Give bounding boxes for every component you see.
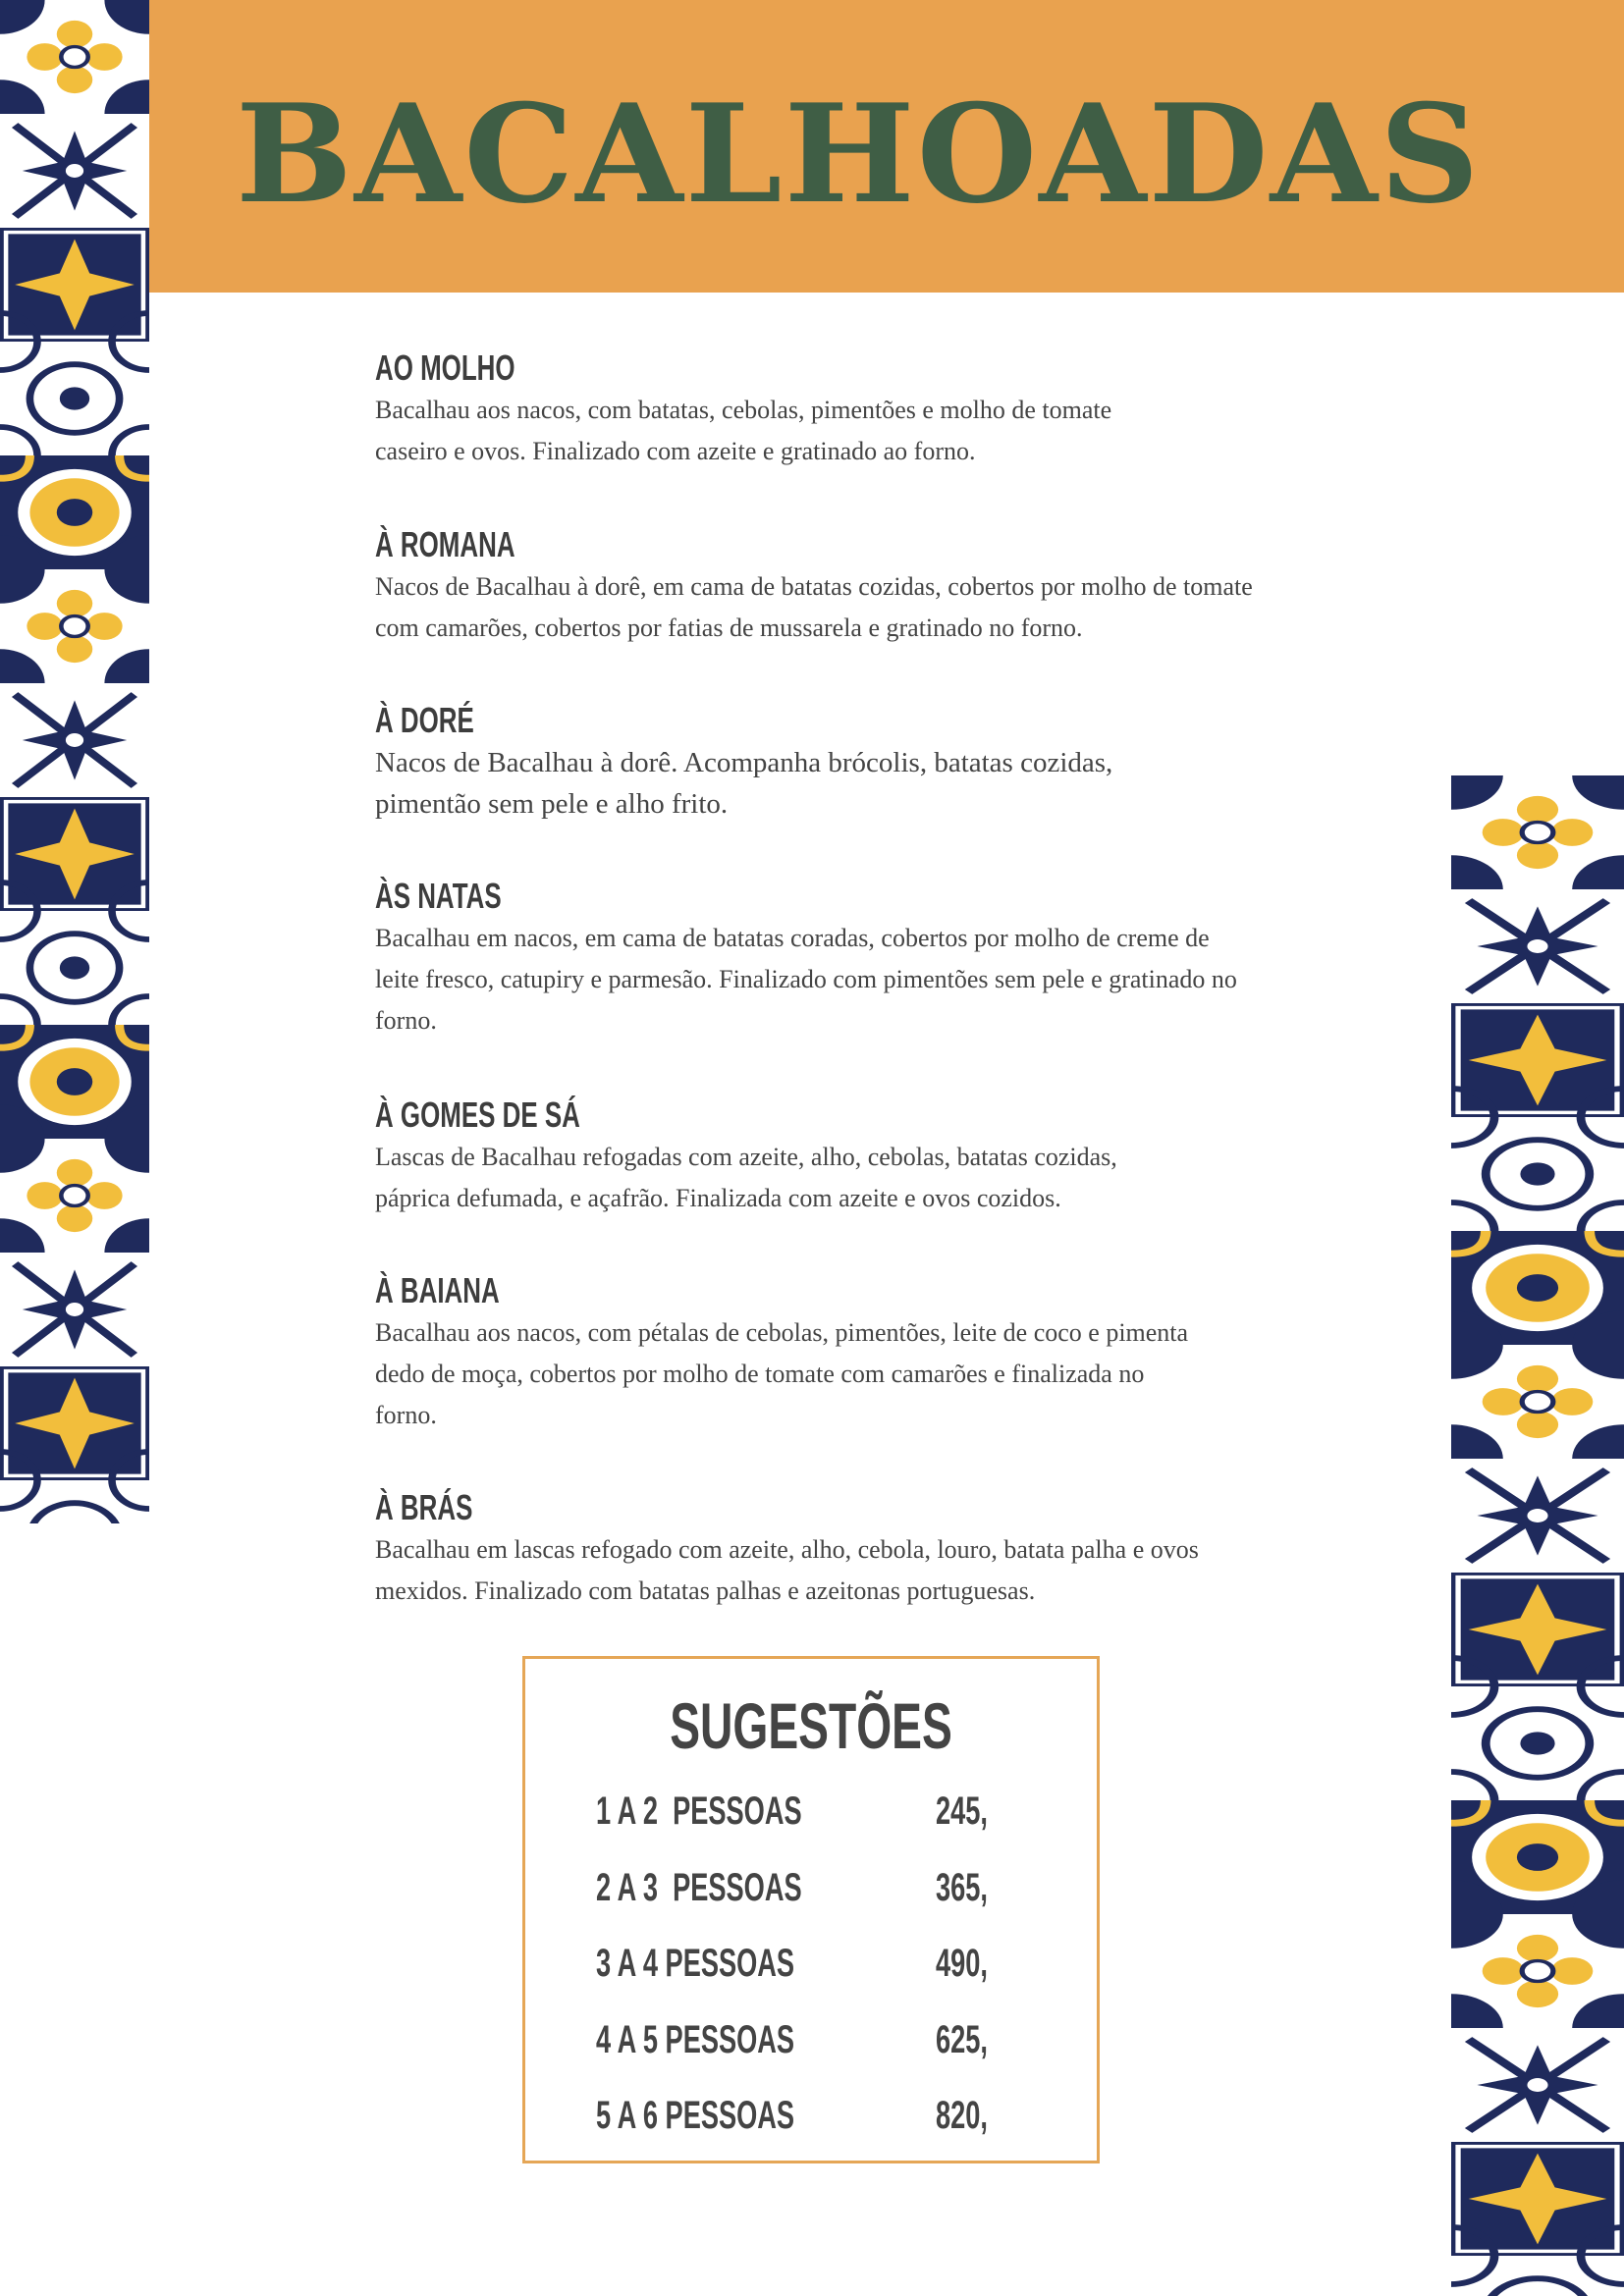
menu-item [375, 1488, 1259, 1612]
menu-item [375, 701, 1259, 825]
menu-item-desc: Bacalhau aos nacos, com batatas, cebolas, pimentões e molho de tomate caseiro e ovos. Finalizado com azeite e gratinado ao forno. [375, 396, 1112, 465]
menu-item-desc: Bacalhau aos nacos, com pétalas de cebolas, pimentões, leite de coco e pimenta dedo de moça, cobertos por molho de tomate com camarões e finalizada no forno. [375, 1318, 1189, 1429]
azulejo-tile [1451, 1459, 1624, 1573]
menu-item-desc: Nacos de Bacalhau à dorê. Acompanha brócolis, batatas cozidas, pimentão sem pele e alho frito. [375, 747, 1113, 820]
menu-item [375, 877, 1259, 1041]
menu-item-title: À BAIANA [375, 1270, 500, 1310]
suggestion-label: 4 A 5 PESSOAS [596, 2018, 795, 2061]
menu-item-title: À DORÉ [375, 700, 474, 740]
azulejo-tile [1451, 2142, 1624, 2256]
suggestion-row [596, 1789, 1048, 1839]
azulejo-tile [0, 797, 149, 911]
suggestion-row [596, 1942, 1048, 1991]
azulejo-tile [0, 1253, 149, 1366]
suggestion-price: 490, [936, 1942, 988, 1985]
suggestion-row [596, 2018, 1048, 2067]
menu-item-desc: Bacalhau em lascas refogado com azeite, alho, cebola, louro, batata palha e ovos mexidos. Finalizado com batatas palhas e azeitonas portuguesas. [375, 1535, 1199, 1605]
suggestion-label: 2 A 3 PESSOAS [596, 1866, 802, 1909]
page-title: BACALHOADAS [236, 74, 1482, 234]
azulejo-tile [0, 1366, 149, 1480]
menu-item-title: ÀS NATAS [375, 876, 502, 916]
azulejo-tile [1451, 1573, 1624, 1686]
menu-item-desc: Nacos de Bacalhau à dorê, em cama de batatas cozidas, cobertos por molho de tomate com camarões, cobertos por fatias de mussarela e gratinado no forno. [375, 572, 1253, 642]
suggestion-label: 5 A 6 PESSOAS [596, 2094, 795, 2137]
suggestions-box [522, 1656, 1100, 2163]
azulejo-tile [1451, 889, 1624, 1003]
suggestion-price: 365, [936, 1866, 988, 1909]
menu-item-title: À GOMES DE SÁ [375, 1095, 580, 1135]
menu-item-title: À BRÁS [375, 1487, 473, 1527]
menu-item-title: AO MOLHO [375, 347, 515, 388]
menu-item [375, 1095, 1259, 1219]
suggestion-label: 1 A 2 PESSOAS [596, 1789, 802, 1833]
left-tile-border [0, 0, 149, 1523]
right-tile-border [1451, 775, 1624, 2296]
menu-item-desc: Bacalhau em nacos, em cama de batatas coradas, cobertos por molho de creme de leite fresco, catupiry e parmesão. Finalizado com pimentões sem pele e gratinado no forno. [375, 924, 1237, 1035]
azulejo-tile [0, 228, 149, 342]
menu-item [375, 525, 1259, 649]
azulejo-tile [1451, 2028, 1624, 2142]
suggestions-title: SUGESTÕES [670, 1689, 952, 1762]
suggestion-price: 245, [936, 1789, 988, 1833]
azulejo-tile [0, 683, 149, 797]
menu-item-desc: Lascas de Bacalhau refogadas com azeite, alho, cebolas, batatas cozidas, páprica defumada, e açafrão. Finalizada com azeite e ovos cozidos. [375, 1143, 1117, 1212]
azulejo-tile [1451, 1003, 1624, 1117]
suggestion-row [596, 1866, 1048, 1915]
suggestion-row [596, 2094, 1048, 2143]
azulejo-tile [0, 114, 149, 228]
menu-item-title: À ROMANA [375, 524, 515, 564]
menu-item [375, 348, 1259, 472]
suggestion-label: 3 A 4 PESSOAS [596, 1942, 795, 1985]
menu-item [375, 1271, 1259, 1436]
suggestion-price: 820, [936, 2094, 988, 2137]
suggestion-price: 625, [936, 2018, 988, 2061]
